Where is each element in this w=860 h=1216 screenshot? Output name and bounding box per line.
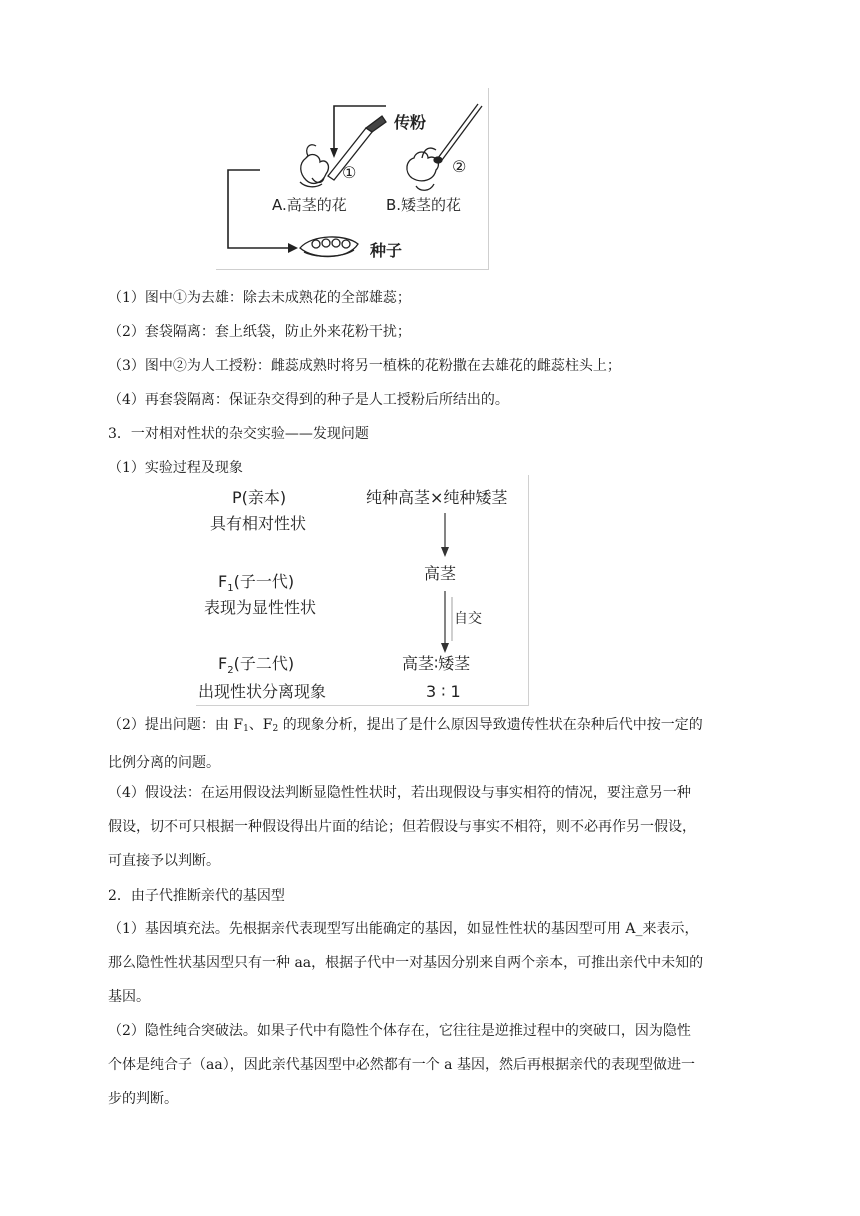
- section-3-sub-1: （1）实验过程及现象: [108, 460, 243, 476]
- p-label: P(亲本): [232, 488, 287, 507]
- paragraph-gene-fill: （1）基因填充法。先根据亲代表现型写出能确定的基因，如显性性状的基因型可用 A_来表示，那么隐性性状基因型只有一种 aa，根据子代中一对基因分别来自两个亲本，可推出亲代中未知的基因。: [108, 921, 704, 1005]
- section-3-title: 3．一对相对性状的杂交实验——发现问题: [108, 426, 369, 442]
- step-3: （3）图中②为人工授粉：雌蕊成熟时将另一植株的花粉撒在去雄花的雌蕊柱头上；: [108, 358, 621, 374]
- cross-label: 纯种高茎×纯种矮茎: [366, 488, 508, 507]
- flower-b-icon: [407, 148, 439, 190]
- seed-label: 种子: [370, 241, 403, 260]
- brush-icon: [434, 104, 482, 163]
- paragraph-hypothesis: （4）假设法：在运用假设法判断显隐性性状时，若出现假设与事实相符的情况，要注意另一种假设，切不可只根据一种假设得出片面的结论；但若假设与事实不相符，则不必再作另一假设，可直接予以判断。: [108, 785, 696, 869]
- step-1: （1）图中①为去雄：除去未成熟花的全部雄蕊；: [108, 290, 411, 306]
- flower-a-label: A.高茎的花: [272, 196, 347, 214]
- f2-desc: 出现性状分离现象: [198, 682, 327, 701]
- mark-1: ①: [342, 163, 357, 182]
- paragraph-recessive: （2）隐性纯合突破法。如果子代中有隐性个体存在，它往往是逆推过程中的突破口，因为隐性个体是纯合子（aa），因此亲代基因型中必然都有一个 a 基因，然后再根据亲代的表现型做进一步的判断。: [108, 1023, 695, 1107]
- f2-ratio: 3 ∶ 1: [426, 682, 461, 701]
- hybrid-experiment-diagram: [196, 475, 529, 706]
- f1-label: $F_1$(子一代): [218, 572, 295, 594]
- flower-a-icon: [300, 145, 328, 187]
- seed-pod-icon: [300, 237, 358, 257]
- section-2-title: 2．由子代推断亲代的基因型: [108, 888, 285, 904]
- pollination-diagram: [216, 88, 489, 270]
- f2-label: $F_2$(子二代): [218, 654, 295, 676]
- f1-result: 高茎: [424, 564, 457, 583]
- p-desc: 具有相对性状: [210, 514, 307, 533]
- paragraph-question: （2）提出问题：由 $F_1$、$F_2$ 的现象分析，提出了是什么原因导致遗传性状在杂种后代中按一定的比例分离的问题。: [108, 717, 703, 771]
- step-4: （4）再套袋隔离：保证杂交得到的种子是人工授粉后所结出的。: [108, 392, 509, 408]
- pollination-label: 传粉: [394, 113, 427, 132]
- selfing-label: 自交: [454, 611, 482, 627]
- f2-result: 高茎∶矮茎: [402, 654, 471, 673]
- step-2: （2）套袋隔离：套上纸袋，防止外来花粉干扰；: [108, 324, 411, 340]
- flower-b-label: B.矮茎的花: [386, 196, 462, 214]
- mark-2: ②: [452, 157, 467, 176]
- f1-desc: 表现为显性性状: [204, 598, 317, 617]
